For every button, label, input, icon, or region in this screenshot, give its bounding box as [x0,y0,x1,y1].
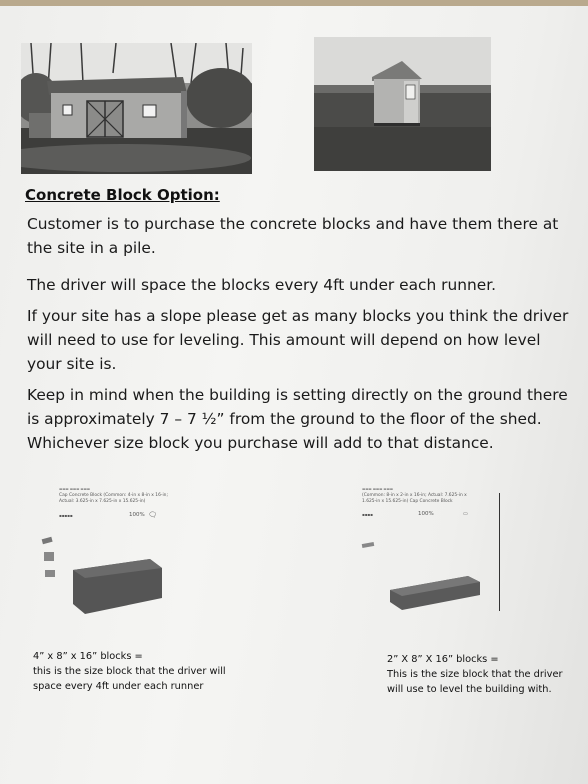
shed-photo-field [314,37,491,171]
rating-stars: ▪▪▪▪▪ [59,513,73,518]
paragraph-slope: If your site has a slope please get as many blocks you think the driver will need to use for leveling. This amount will depend on how level your site is. [27,307,569,373]
product-title: Cap Concrete Block (Common: 4-in x 8-in x 16-in; Actual: 3.625-in x 7.625-in x 15.625-in) [59,493,168,504]
rating-stars-right: ▪▪▪▪ [362,512,373,517]
thin-concrete-block-image [358,538,498,638]
divider-line [499,493,500,611]
caption-2in-block: 2” X 8” X 16” blocks = This is the size block that the driver will use to level the building with. [387,654,563,695]
paragraph-spacing: The driver will space the blocks every 4ft under each runner. [27,276,497,294]
product-meta-right: ▬▬▬ ▬▬▬ ▬▬▬ [362,487,393,491]
paragraph-height: Keep in mind when the building is setting directly on the ground there is approximately 7 – 7 ½” from the ground to the floor of the shed. Whichever size block you purchase will add to that distance. [27,386,568,452]
paragraph-purchase: Customer is to purchase the concrete blocks and have them there at the site in a pile. [27,215,559,257]
caption-4in-block: 4” x 8” x 16” blocks = this is the size block that the driver will space every 4ft under each runner [33,651,226,692]
recommend-percent: 100% [129,512,145,518]
product-screenshot-4in-block [38,487,188,620]
product-meta: ▬▬▬ ▬▬▬ ▬▬▬ [59,487,90,491]
concrete-block-image [38,532,188,642]
recommend-percent-right: 100% [418,511,434,517]
product-screenshot-2in-block [358,487,498,630]
chat-icon-right: ▭ [463,511,468,517]
section-heading: Concrete Block Option: [25,186,220,204]
chat-icon: 🗨 [148,511,157,519]
product-title-right: (Common: 8-in x 2-in x 16-in; Actual: 7.625-in x 1.625-in x 15.625-in) Cap Concrete Block [362,493,467,504]
shed-photo-front [21,43,252,174]
